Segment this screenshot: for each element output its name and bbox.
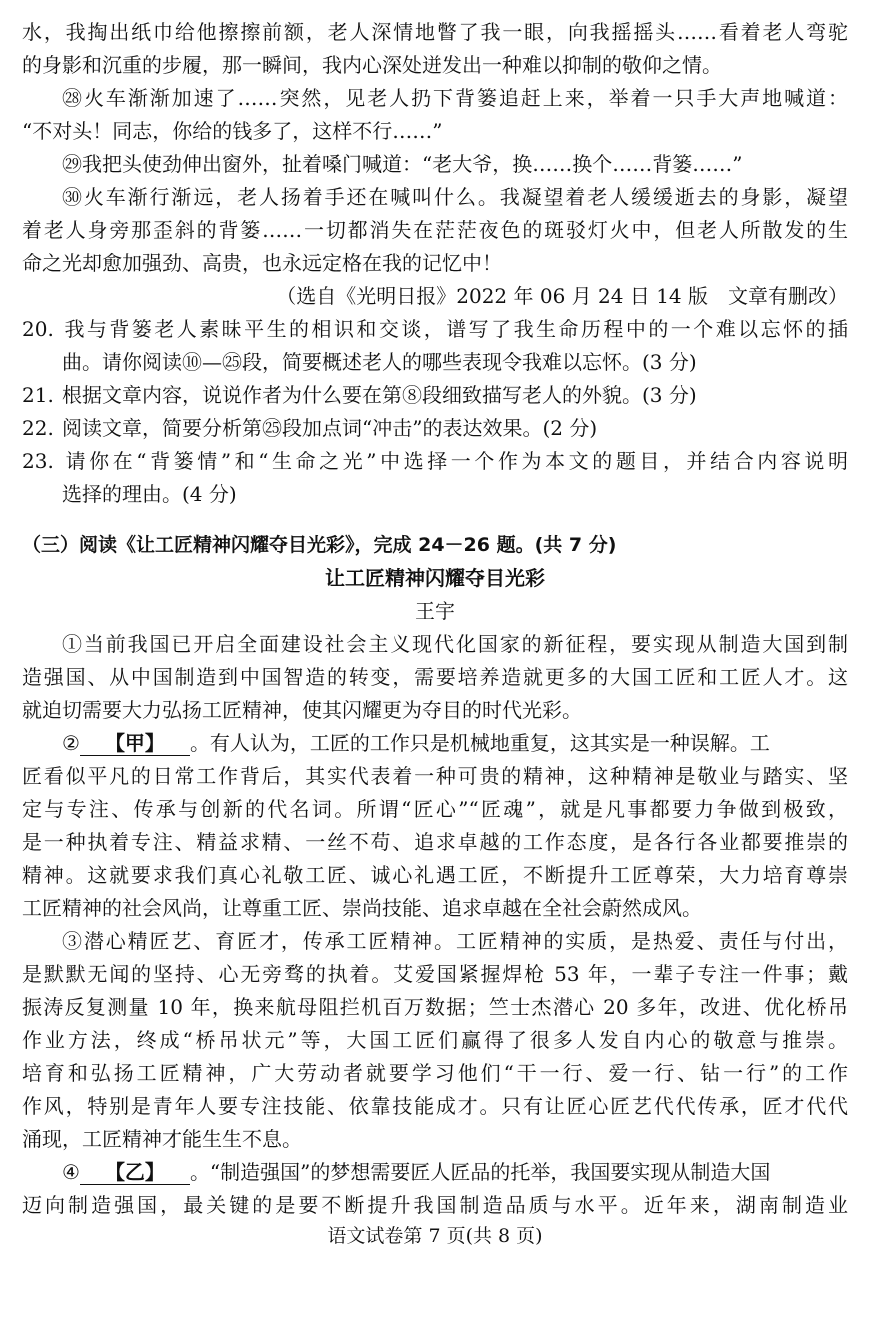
article-p3-line-4: 作业方法，终成“桥吊状元”等，大国工匠们赢得了很多人发自内心的敬意与推崇。 [22, 1028, 848, 1052]
article-p1-line-1: ①当前我国已开启全面建设社会主义现代化国家的新征程，要实现从制造大国到制 [62, 632, 848, 656]
article-p2-line-3: 定与专注、传承与创新的代名词。所谓“匠心”“匠魂”，就是凡事都要力争做到极致， [22, 797, 848, 821]
question-number: 22. [22, 416, 54, 440]
blank-jia: 【甲】 [80, 731, 190, 756]
article-p3-line-3: 振涛反复测量 10 年，换来航母阻拦机百万数据；竺士杰潜心 20 多年，改进、优化桥吊 [22, 995, 848, 1019]
article-p1-line-2: 造强国、从中国制造到中国智造的转变，需要培养造就更多的大国工匠和工匠人才。这 [22, 665, 848, 689]
story-paragraph-28-line-1: ㉘火车渐渐加速了……突然，见老人扔下背篓追赶上来，举着一只手大声地喊道： [62, 86, 848, 110]
article-p2-line-2: 匠看似平凡的日常工作背后，其实代表着一种可贵的精神，这种精神是敬业与踏实、坚 [22, 764, 848, 788]
question-22 [22, 414, 848, 442]
article-p3-line-2: 是默默无闻的坚持、心无旁骛的执着。艾爱国紧握焊枪 53 年，一辈子专注一件事；戴 [22, 962, 848, 986]
section-3-heading: （三）阅读《让工匠精神闪耀夺目光彩》，完成 24－26 题。(共 7 分) [22, 534, 617, 556]
story-paragraph-28-line-2: “不对头！同志，你给的钱多了，这样不行……” [22, 119, 443, 143]
article-p3-line-5: 培育和弘扬工匠精神，广大劳动者就要学习他们“干一行、爱一行、钻一行”的工作 [22, 1061, 848, 1085]
question-text: 我与背篓老人素昧平生的相识和交谈，谱写了我生命历程中的一个难以忘怀的插 [62, 317, 848, 341]
paragraph-number: ② [62, 731, 80, 755]
article-p2-line-1-text: 。有人认为，工匠的工作只是机械地重复，这其实是一种误解。工 [189, 731, 770, 755]
article-title: 让工匠精神闪耀夺目光彩 [325, 566, 545, 590]
article-p3-line-1: ③潜心精匠艺、育匠才，传承工匠精神。工匠精神的实质，是热爱、责任与付出， [62, 929, 848, 953]
question-number: 23. [22, 449, 54, 473]
article-p4-line-1-text: 。“制造强国”的梦想需要匠人匠品的托举，我国要实现从制造大国 [189, 1160, 771, 1184]
story-paragraph-29-line-1: ㉙我把头使劲伸出窗外，扯着嗓门喊道：“老大爷，换……换个……背篓……” [62, 152, 743, 176]
article-p4-line-2: 迈向制造强国，最关键的是要不断提升我国制造品质与水平。近年来，湖南制造业 [22, 1193, 848, 1217]
paragraph-number: ④ [62, 1160, 80, 1184]
article-p4-line-1 [62, 1158, 848, 1186]
story-paragraph-30-line-2: 着老人身旁那歪斜的背篓……一切都消失在茫茫夜色的斑驳灯火中，但老人所散发的生 [22, 218, 848, 242]
question-20-line-2: 曲。请你阅读⑩—㉕段，简要概述老人的哪些表现令我难以忘怀。(3 分) [62, 350, 697, 374]
source-citation: （选自《光明日报》2022 年 06 月 24 日 14 版 文章有删改） [276, 284, 848, 308]
question-20 [22, 315, 848, 343]
page-footer: 语文试卷第 7 页(共 8 页) [327, 1225, 543, 1247]
article-p1-line-3: 就迫切需要大力弘扬工匠精神，使其闪耀更为夺目的时代光彩。 [22, 698, 582, 722]
article-p3-line-7: 涌现，工匠精神才能生生不息。 [22, 1127, 302, 1151]
question-23 [22, 447, 848, 475]
story-paragraph-27-line-1: 水，我掏出纸巾给他擦擦前额，老人深情地瞥了我一眼，向我摇摇头……看着老人弯驼 [22, 20, 848, 44]
question-21 [22, 381, 848, 409]
blank-yi: 【乙】 [80, 1160, 190, 1185]
question-number: 20. [22, 317, 54, 341]
question-text: 根据文章内容，说说作者为什么要在第⑧段细致描写老人的外貌。(3 分) [62, 383, 697, 407]
story-paragraph-30-line-3: 命之光却愈加强劲、高贵，也永远定格在我的记忆中！ [22, 251, 502, 275]
question-text: 请你在“背篓情”和“生命之光”中选择一个作为本文的题目，并结合内容说明 [62, 449, 848, 473]
article-p3-line-6: 作风，特别是青年人要专注技能、依靠技能成才。只有让匠心匠艺代代传承，匠才代代 [22, 1094, 848, 1118]
article-p2-line-4: 是一种执着专注、精益求精、一丝不苟、追求卓越的工作态度，是各行各业都要推崇的 [22, 830, 848, 854]
article-p2-line-1 [62, 729, 848, 757]
question-23-line-2: 选择的理由。(4 分) [62, 482, 237, 506]
article-p2-line-5: 精神。这就要求我们真心礼敬工匠、诚心礼遇工匠，不断提升工匠尊荣，大力培育尊崇 [22, 863, 848, 887]
question-number: 21. [22, 383, 54, 407]
story-paragraph-30-line-1: ㉚火车渐行渐远，老人扬着手还在喊叫什么。我凝望着老人缓缓逝去的身影，凝望 [62, 185, 848, 209]
article-p2-line-6: 工匠精神的社会风尚，让尊重工匠、崇尚技能、追求卓越在全社会蔚然成风。 [22, 896, 702, 920]
story-paragraph-27-line-2: 的身影和沉重的步履，那一瞬间，我内心深处迸发出一种难以抑制的敬仰之情。 [22, 53, 722, 77]
article-author: 王宇 [415, 599, 455, 623]
question-text: 阅读文章，简要分析第㉕段加点词“冲击”的表达效果。(2 分) [62, 416, 598, 440]
